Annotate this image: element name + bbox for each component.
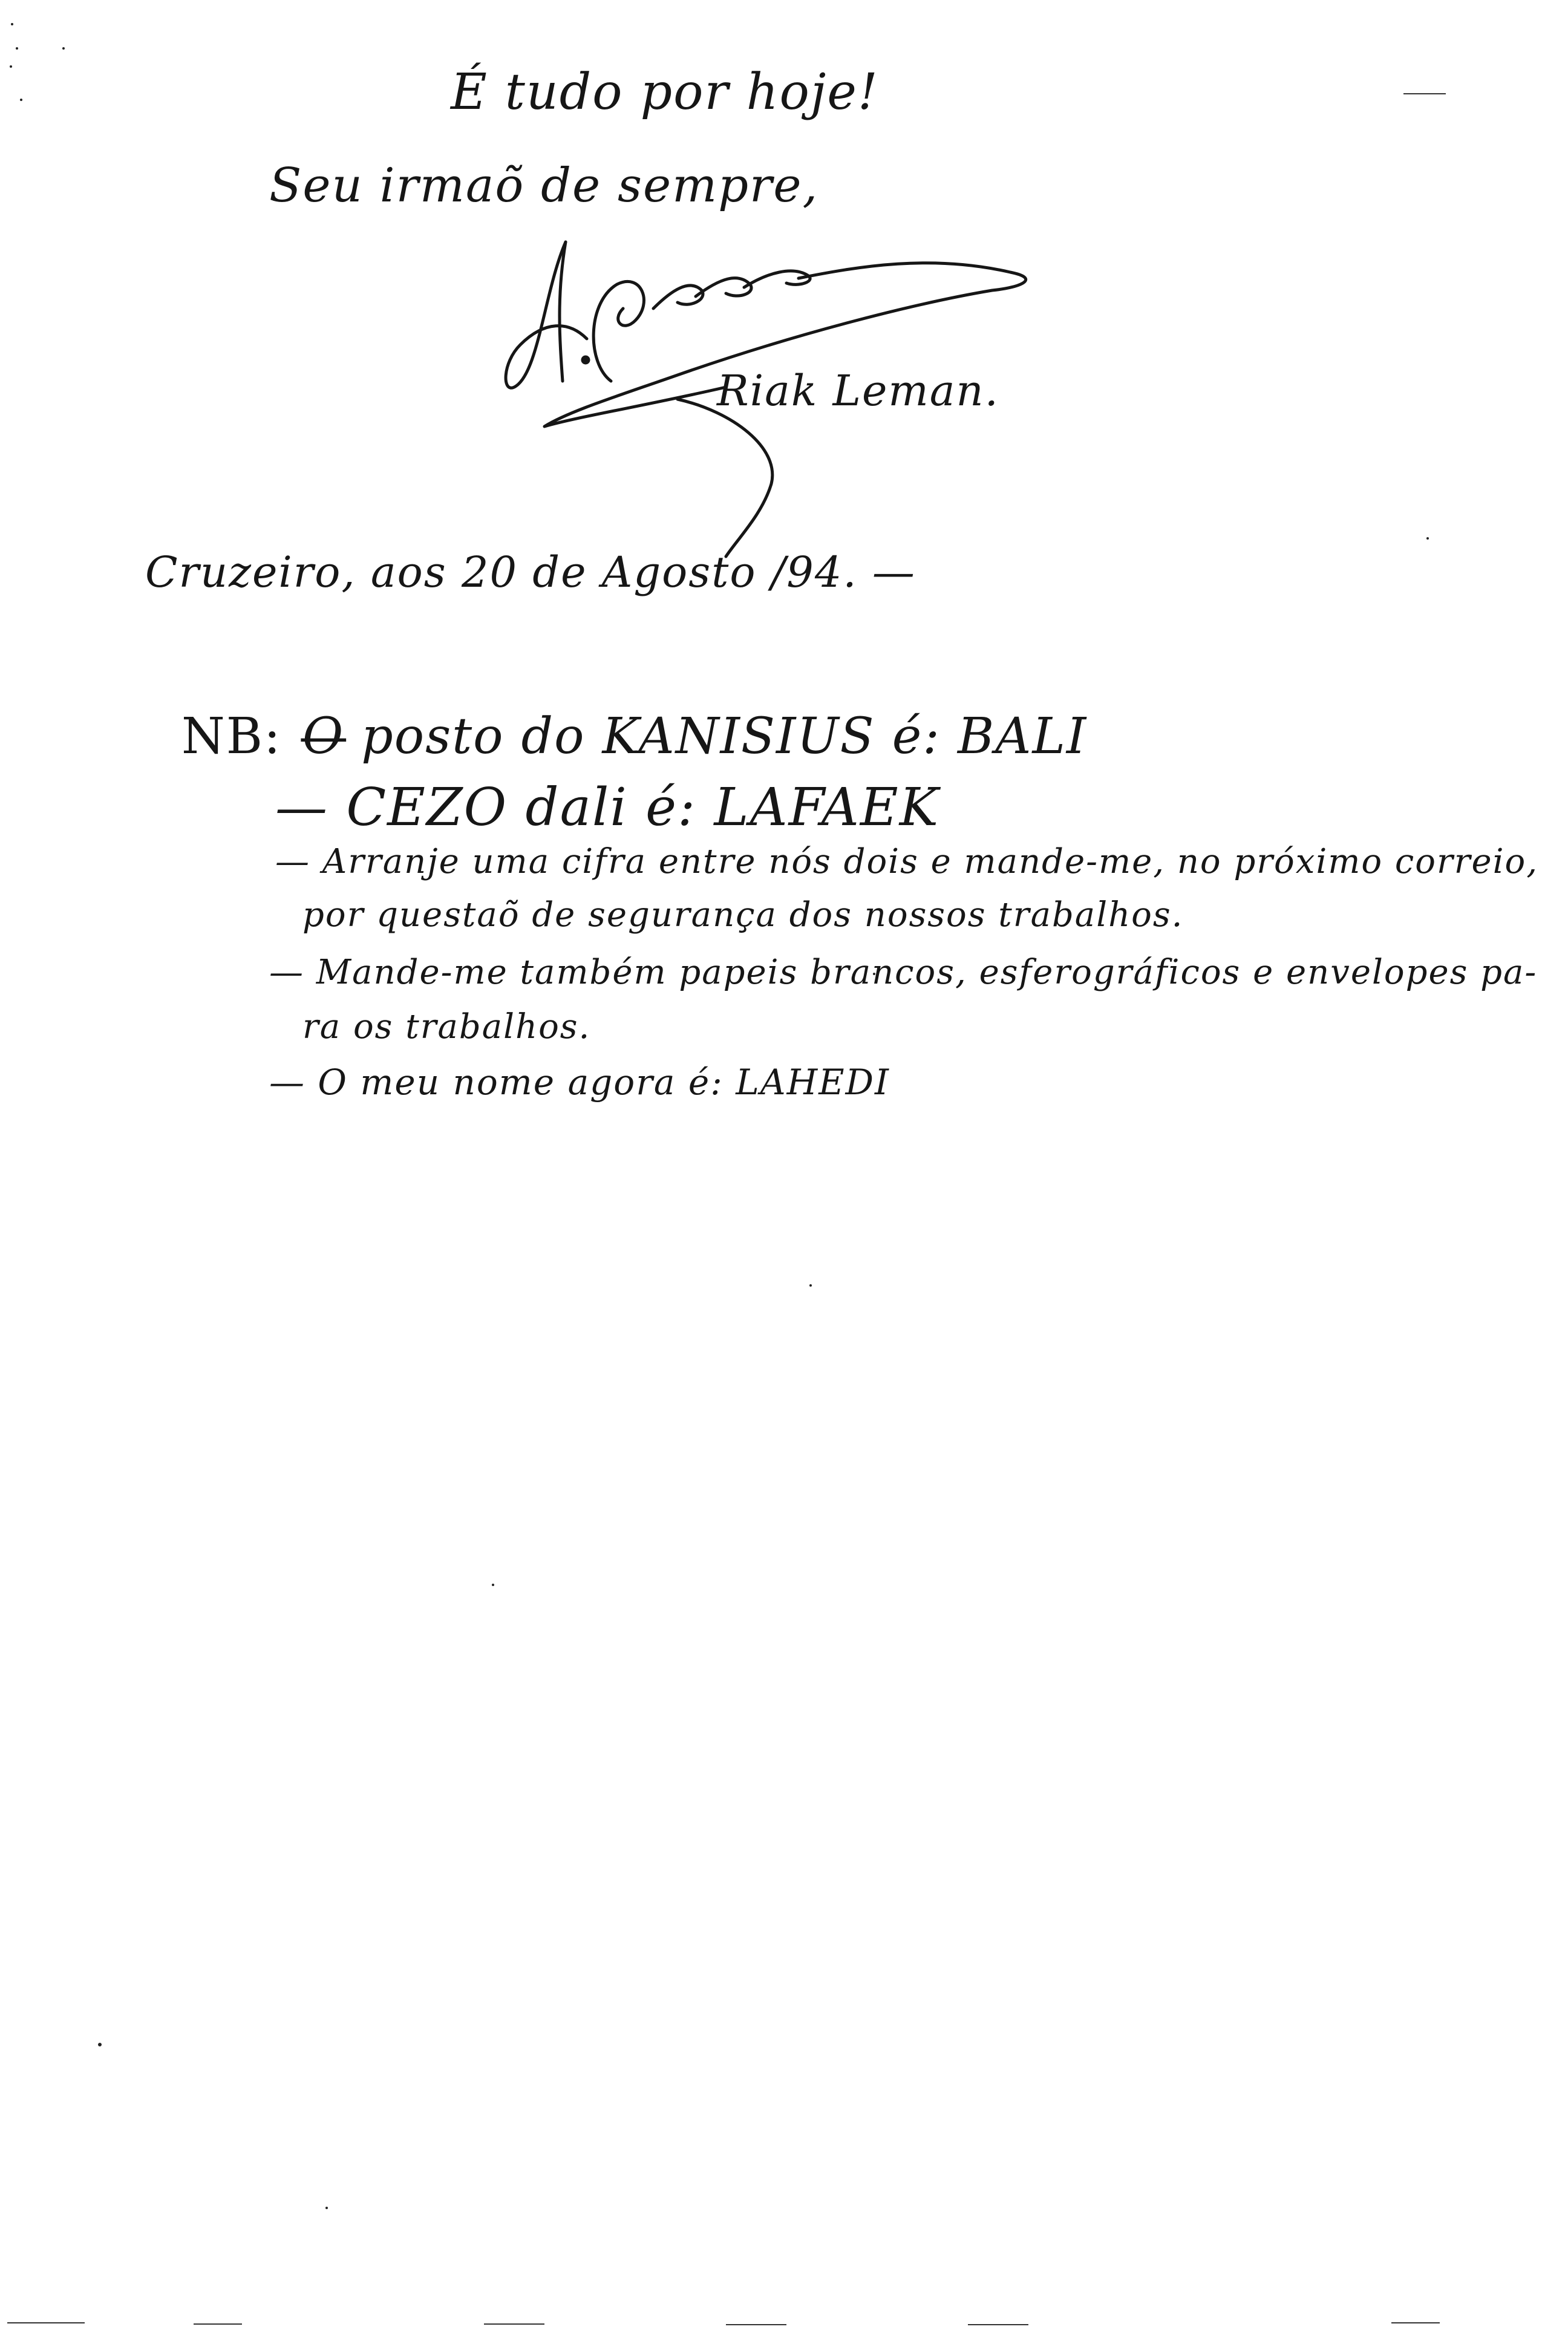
- nb-label: NB: —: [181, 708, 350, 765]
- greeting-line: Seu irmaõ de sempre,: [269, 158, 819, 213]
- nb-item-continuation: ra os trabalhos.: [302, 1007, 591, 1046]
- nb-item: O posto do KANISIUS é: BALI: [302, 708, 1088, 765]
- signature-name: Riak Leman.: [717, 366, 999, 416]
- nb-item: — Arranje uma cifra entre nós dois e mande-me, no próximo correio,: [275, 842, 1539, 881]
- nb-item-continuation: por questaõ de segurança dos nossos trabalhos.: [302, 895, 1184, 935]
- dateline: Cruzeiro, aos 20 de Agosto /94. —: [145, 547, 916, 597]
- nb-item: — CEZO dali é: LAFAEK: [275, 777, 939, 838]
- nb-item: — O meu nome agora é: LAHEDI: [269, 1062, 890, 1103]
- nb-item: — Mande-me também papeis brancos, esferográficos e envelopes pa-: [269, 953, 1538, 992]
- closing-line: É tudo por hoje!: [451, 64, 879, 121]
